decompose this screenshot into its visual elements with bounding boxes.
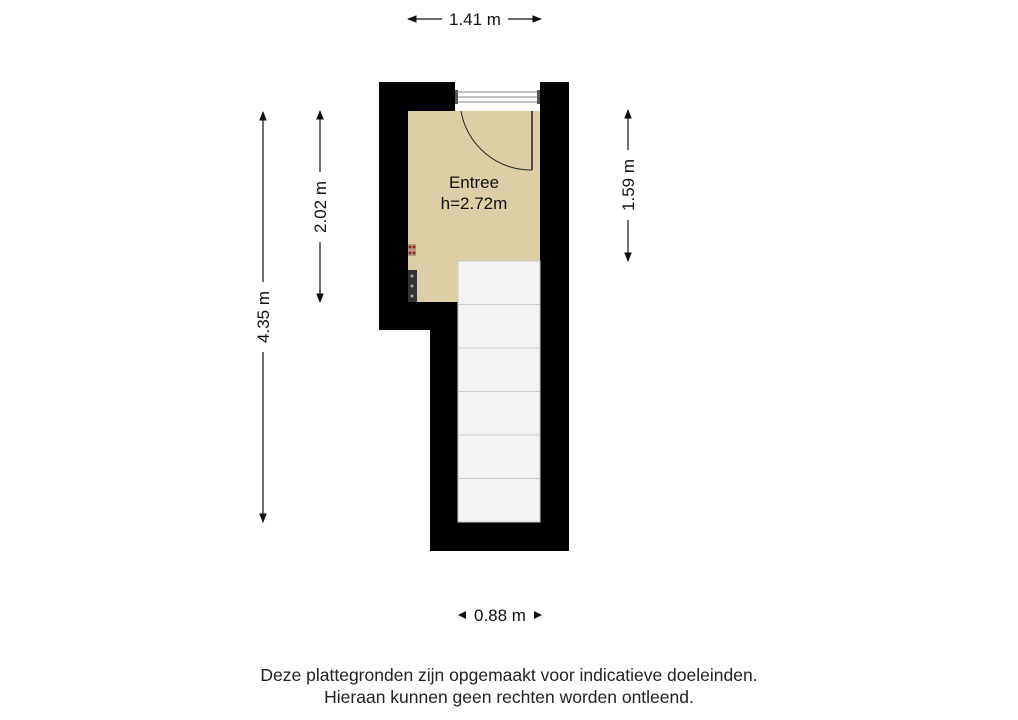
stair-step [458, 435, 540, 479]
disclaimer [0, 664, 1018, 708]
stair-step [458, 348, 540, 392]
stair-step [458, 479, 540, 523]
dim-right-length: 1.59 m [619, 159, 638, 211]
stair-step [458, 392, 540, 436]
meter-dot-2 [413, 246, 416, 249]
dim-top-width: 1.41 m [449, 10, 501, 29]
window-frame-left [455, 90, 458, 104]
switch-dot-2 [411, 285, 414, 288]
meter-dot-1 [409, 246, 412, 249]
stairs [458, 261, 540, 522]
dim-bottom-width: 0.88 m [474, 606, 526, 625]
room-height: h=2.72m [440, 194, 508, 213]
switch-dot-3 [411, 295, 414, 298]
stair-step [458, 261, 540, 305]
dim-room-length: 2.02 m [311, 181, 330, 233]
dim-total-length: 4.35 m [254, 291, 273, 343]
disclaimer-line-1: Deze plattegronden zijn opgemaakt voor indicatieve doeleinden. [260, 665, 758, 685]
stair-step [458, 305, 540, 349]
meter-dot-4 [413, 252, 416, 255]
dim-bottom-arrow-left [458, 611, 466, 619]
meter-dot-3 [409, 252, 412, 255]
dim-bottom-arrow-right [534, 611, 542, 619]
window-frame-right [537, 90, 540, 104]
switch-dot-1 [411, 275, 414, 278]
disclaimer-line-2: Hieraan kunnen geen rechten worden ontleend. [324, 687, 694, 707]
room-name: Entree [448, 173, 500, 192]
